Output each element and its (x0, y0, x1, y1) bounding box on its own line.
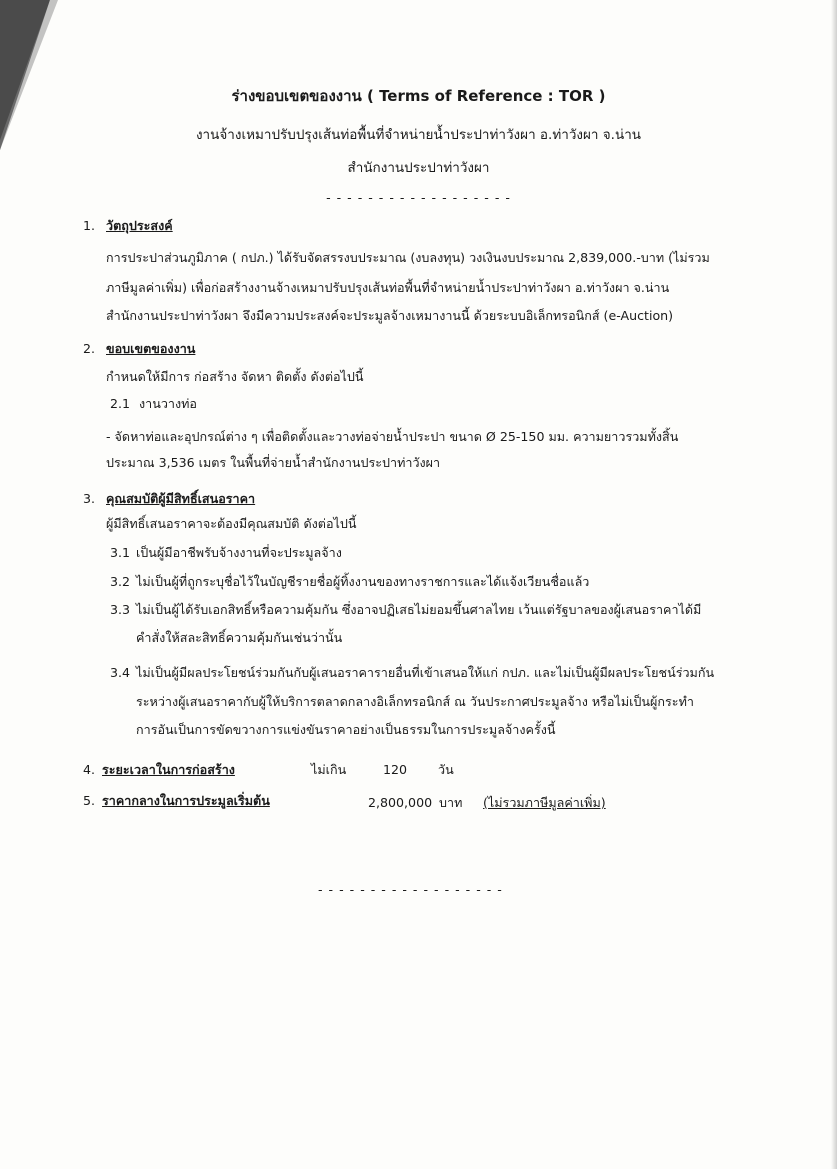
section-2-1-label: งานวางท่อ (139, 396, 197, 411)
header-divider: - - - - - - - - - - - - - - - - - - (326, 190, 511, 205)
item-3-1-number: 3.1 (110, 545, 131, 560)
item-3-4-number: 3.4 (110, 665, 131, 680)
item-3-3-text: ไม่เป็นผู้ได้รับเอกสิทธิ์หรือความคุ้มกัน ซึ่งอาจปฏิเสธไม่ยอมขึ้นศาลไทย เว้นแต่รัฐบาลของผู้เสนอราคาได้มี (136, 602, 702, 617)
section-4-heading: ระยะเวลาในการก่อสร้าง (102, 762, 235, 777)
section-2-line: ประมาณ 3,536 เมตร ในพื้นที่จ่ายน้ำสำนักงานประปาท่าวังผา (106, 455, 441, 470)
section-1-line: ภาษีมูลค่าเพิ่ม) เพื่อก่อสร้างงานจ้างเหมาปรับปรุงเส้นท่อพื้นที่จำหน่ายน้ำประปาท่าวังผา อ.ท่าวังผา จ.น่าน (106, 280, 670, 295)
section-3-intro: ผู้มีสิทธิ์เสนอราคาจะต้องมีคุณสมบัติ ดังต่อไปนี้ (106, 516, 357, 531)
duration-value: 120 (383, 762, 408, 777)
item-3-4-text: ระหว่างผู้เสนอราคากับผู้ให้บริการตลาดกลางอิเล็กทรอนิกส์ ณ วันประกาศประมูลจ้าง หรือไม่เป็นผู้กระทำ (136, 694, 694, 709)
price-unit: บาท (439, 795, 463, 810)
section-2-number: 2. (83, 341, 96, 356)
section-1-line: สำนักงานประปาท่าวังผา จึงมีความประสงค์จะประมูลจ้างเหมางานนี้ ด้วยระบบอิเล็กทรอนิกส์ (e-Auction) (106, 308, 674, 323)
section-2-line: - จัดหาท่อและอุปกรณ์ต่าง ๆ เพื่อติดตั้งและวางท่อจ่ายน้ำประปา ขนาด Ø 25-150 มม. ความยาวรวมทั้งสิ้น (106, 429, 679, 444)
section-5-number: 5. (83, 793, 96, 808)
item-3-3-text: คำสั่งให้สละสิทธิ์ความคุ้มกันเช่นว่านั้น (136, 630, 343, 645)
section-4-number: 4. (83, 762, 96, 777)
section-3-heading: คุณสมบัติผู้มีสิทธิ์เสนอราคา (106, 491, 256, 506)
section-2-heading: ขอบเขตของงาน (106, 341, 196, 356)
document-title: ร่างขอบเขตของงาน ( Terms of Reference : TOR ) (231, 87, 606, 105)
price-value: 2,800,000 (368, 795, 433, 810)
project-subtitle: งานจ้างเหมาปรับปรุงเส้นท่อพื้นที่จำหน่ายน้ำประปาท่าวังผา อ.ท่าวังผา จ.น่าน (195, 127, 642, 143)
duration-label: ไม่เกิน (311, 762, 347, 777)
item-3-4-text: ไม่เป็นผู้มีผลประโยชน์ร่วมกันกับผู้เสนอราคารายอื่นที่เข้าเสนอให้แก่ กปภ. และไม่เป็นผู้มีผลประโยชน์ร่วมกัน (136, 665, 715, 680)
item-3-3-number: 3.3 (110, 602, 131, 617)
section-1-number: 1. (83, 218, 96, 233)
duration-unit: วัน (438, 762, 454, 777)
item-3-4-text: การอันเป็นการขัดขวางการแข่งขันราคาอย่างเป็นธรรมในการประมูลจ้างครั้งนี้ (136, 722, 556, 737)
section-1-line: การประปาส่วนภูมิภาค ( กปภ.) ได้รับจัดสรรงบประมาณ (งบลงทุน) วงเงินงบประมาณ 2,839,000.-บาท (ไม่รวม (106, 250, 710, 265)
item-3-2-text: ไม่เป็นผู้ที่ถูกระบุชื่อไว้ในบัญชีรายชื่อผู้ทิ้งงานของทางราชการและได้แจ้งเวียนชื่อแล้ว (136, 574, 590, 589)
section-3-number: 3. (83, 491, 96, 506)
office-name: สำนักงานประปาท่าวังผา (347, 160, 490, 176)
price-note: (ไม่รวมภาษีมูลค่าเพิ่ม) (483, 795, 606, 810)
item-3-2-number: 3.2 (110, 574, 131, 589)
item-3-1-text: เป็นผู้มีอาชีพรับจ้างงานที่จะประมูลจ้าง (136, 545, 342, 560)
section-1-heading: วัตถุประสงค์ (106, 218, 173, 233)
section-5-heading: ราคากลางในการประมูลเริ่มต้น (102, 793, 270, 808)
section-2-1-number: 2.1 (110, 396, 131, 411)
section-2-intro: กำหนดให้มีการ ก่อสร้าง จัดหา ติดตั้ง ดังต่อไปนี้ (106, 369, 364, 384)
footer-divider: - - - - - - - - - - - - - - - - - - (318, 882, 503, 897)
